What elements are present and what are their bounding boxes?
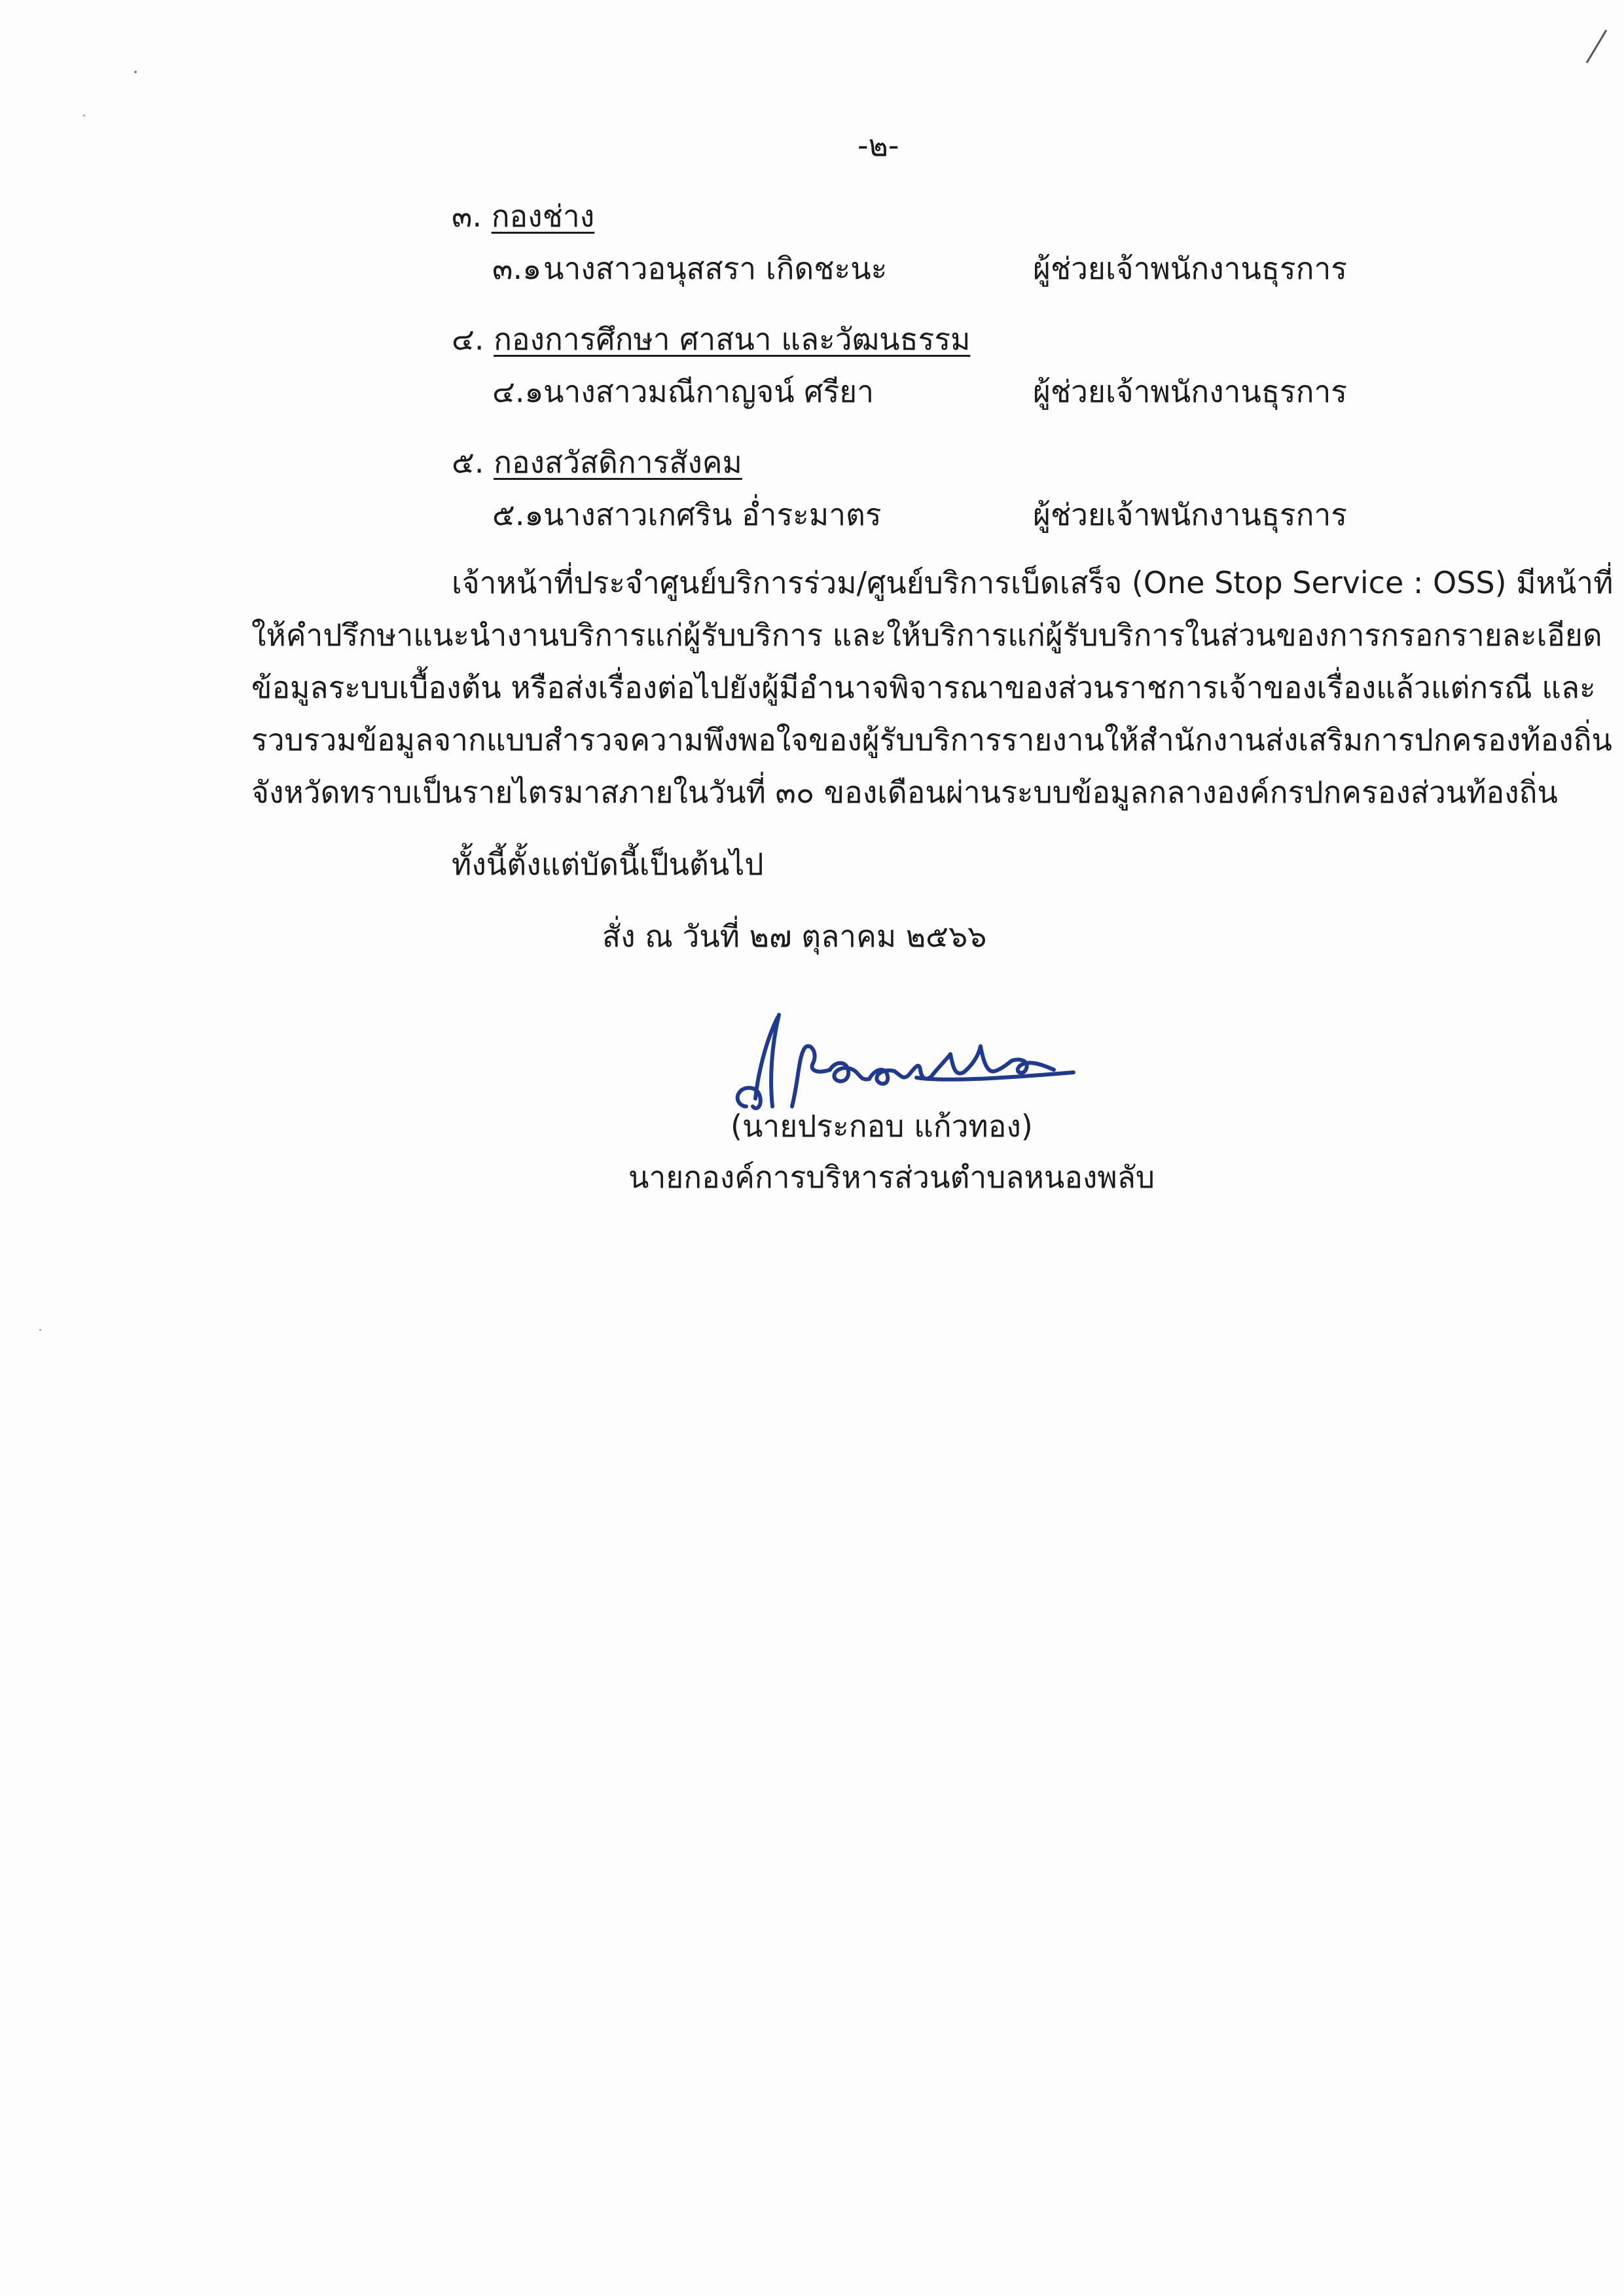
duty-paragraph-line: ข้อมูลระบบเบื้องต้น หรือส่งเรื่องต่อไปยังผู้มีอำนาจพิจารณาของส่วนราชการเจ้าของเรื่องแล้วแต่กรณี และ: [251, 670, 1596, 705]
signer-title: นายกองค์การบริหารส่วนตำบลหนองพลับ: [628, 1159, 1155, 1195]
scan-speck: [134, 71, 137, 73]
division-heading: [452, 443, 742, 482]
effective-clause: ทั้งนี้ตั้งแต่บัดนี้เป็นต้นไป: [452, 847, 764, 882]
scan-speck: [83, 115, 85, 117]
division-heading: [452, 319, 970, 359]
staff-number: ๓.๑: [492, 251, 542, 286]
corner-mark: [1584, 26, 1610, 65]
staff-name: นางสาวเกศริน อ่ำระมาตร: [543, 497, 882, 532]
duty-paragraph-line: รวบรวมข้อมูลจากแบบสำรวจความพึงพอใจของผู้รับบริการรายงานให้สำนักงานส่งเสริมการปกครองท้องถิ่น: [251, 722, 1612, 757]
division-number: ๕.: [452, 445, 484, 480]
duty-paragraph-line: เจ้าหน้าที่ประจำศูนย์บริการร่วม/ศูนย์บริการเบ็ดเสร็จ (One Stop Service : OSS) มีหน้าที่: [452, 565, 1614, 600]
division-name: กองช่าง: [491, 198, 595, 234]
order-date: สั่ง ณ วันที่ ๒๗ ตุลาคม ๒๕๖๖: [602, 919, 987, 954]
signer-name: (นายประกอบ แก้วทอง): [731, 1108, 1033, 1144]
duty-paragraph-line: จังหวัดทราบเป็นรายไตรมาสภายในวันที่ ๓๐ ของเดือนผ่านระบบข้อมูลกลางองค์กรปกครองส่วนท้องถิ่น: [251, 774, 1558, 810]
staff-number: ๕.๑: [492, 497, 544, 532]
division-number: ๔.: [452, 321, 484, 357]
staff-number: ๔.๑: [492, 374, 544, 409]
duty-paragraph-line: ให้คำปรึกษาแนะนำงานบริการแก่ผู้รับบริการ และให้บริการแก่ผู้รับบริการในส่วนของการกรอกรายละเอียด: [251, 617, 1602, 653]
division-heading: [452, 196, 594, 236]
staff-position: ผู้ช่วยเจ้าพนักงานธุรการ: [1033, 497, 1347, 532]
staff-name: นางสาวอนุสสรา เกิดชะนะ: [543, 251, 888, 286]
division-name: กองสวัสดิการสังคม: [494, 445, 742, 480]
staff-position: ผู้ช่วยเจ้าพนักงานธุรการ: [1033, 251, 1347, 286]
signature-image: [720, 1008, 1087, 1120]
scan-speck: [39, 1329, 41, 1331]
division-number: ๓.: [452, 198, 482, 234]
staff-position: ผู้ช่วยเจ้าพนักงานธุรการ: [1033, 374, 1347, 409]
division-name: กองการศึกษา ศาสนา และวัฒนธรรม: [494, 321, 971, 357]
staff-name: นางสาวมณีกาญจน์ ศรียา: [543, 374, 875, 409]
page-number: -๒-: [857, 128, 899, 163]
